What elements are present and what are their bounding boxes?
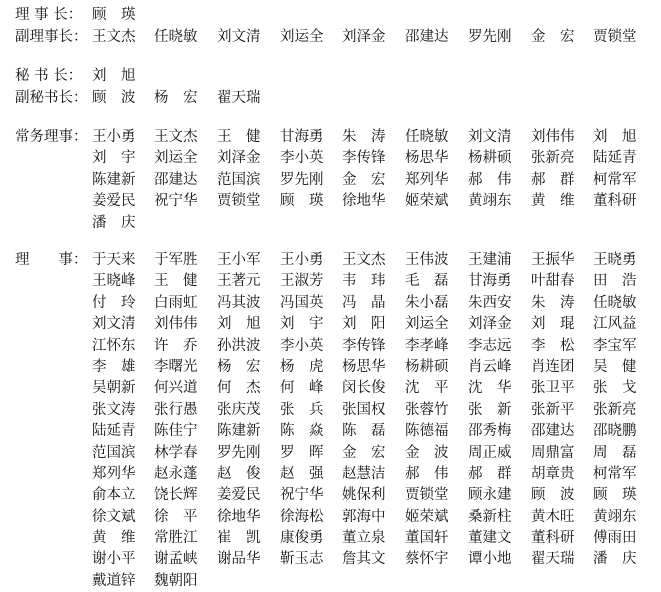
member-name: 朱 涛 <box>531 294 575 311</box>
member-name: 冯 晶 <box>342 294 386 311</box>
member-name: 杨思华 <box>405 150 449 167</box>
member-name: 金 宏 <box>531 29 575 45</box>
member-name: 刘文清 <box>468 129 512 145</box>
member-name: 王文杰 <box>342 252 386 268</box>
member-name: 邵建达 <box>531 423 575 440</box>
member-name: 郑列华 <box>405 171 449 188</box>
name-row <box>0 357 661 378</box>
section-vice-chairman <box>0 27 661 48</box>
member-name: 金 波 <box>405 444 449 461</box>
member-name: 戴道锌 <box>92 572 136 589</box>
member-name: 王伟波 <box>405 252 449 268</box>
member-name: 沈 华 <box>468 380 512 397</box>
name-row <box>0 293 661 314</box>
member-name: 翟天瑞 <box>531 551 575 568</box>
name-row <box>0 378 661 399</box>
member-name: 金 宏 <box>342 171 386 188</box>
member-name: 董科研 <box>531 530 575 547</box>
member-name: 邵秀梅 <box>468 423 512 440</box>
member-name: 王 健 <box>217 129 261 145</box>
member-name: 郑列华 <box>92 465 136 482</box>
name-row <box>0 213 661 234</box>
member-name: 李 松 <box>531 337 575 354</box>
section-chairman <box>0 5 661 26</box>
member-name: 陈德福 <box>405 423 449 440</box>
member-name: 潘 庆 <box>92 214 136 231</box>
member-name: 李小英 <box>280 150 324 167</box>
section-label: 理 事： <box>15 252 88 268</box>
member-name: 王淑芳 <box>280 273 324 290</box>
member-name: 罗先刚 <box>280 171 324 188</box>
name-row <box>0 88 661 109</box>
member-name: 徐地华 <box>217 508 261 525</box>
section-label: 常务理事： <box>15 129 88 145</box>
member-name: 姚保利 <box>342 487 386 504</box>
section-deputy-secretary-general <box>0 88 661 109</box>
member-name: 任晓敏 <box>154 29 198 45</box>
member-name: 张 新 <box>468 401 512 418</box>
member-name: 张卫平 <box>531 380 575 397</box>
member-name: 王小勇 <box>92 129 136 145</box>
name-row <box>0 148 661 169</box>
member-name: 董国轩 <box>405 530 449 547</box>
member-name: 张庆茂 <box>217 401 261 418</box>
member-name: 黄木旺 <box>531 508 575 525</box>
section-label: 秘 书 长： <box>15 68 83 84</box>
member-name: 饶长辉 <box>154 487 198 504</box>
member-name: 王振华 <box>531 252 575 268</box>
name-row <box>0 485 661 506</box>
name-row <box>0 528 661 549</box>
member-name: 李 雄 <box>92 358 136 375</box>
member-name: 徐地华 <box>342 193 386 210</box>
member-name: 刘运全 <box>405 316 449 333</box>
member-name: 何 杰 <box>217 380 261 397</box>
member-name: 田 浩 <box>593 273 637 290</box>
member-name: 刘伟伟 <box>154 316 198 333</box>
member-name: 王晓峰 <box>92 273 136 290</box>
member-name: 翟天瑞 <box>217 90 261 106</box>
name-row <box>0 571 661 592</box>
member-name: 任晓敏 <box>593 294 637 311</box>
member-name: 赵永蓬 <box>154 465 198 482</box>
member-name: 顾 瑛 <box>92 7 136 23</box>
member-name: 黄 维 <box>92 530 136 547</box>
member-name: 顾 瑛 <box>593 487 637 504</box>
member-name: 甘海勇 <box>280 129 324 145</box>
member-name: 朱小磊 <box>405 294 449 311</box>
member-name: 杨思华 <box>342 358 386 375</box>
member-name: 赵 俊 <box>217 465 261 482</box>
member-name: 顾永建 <box>468 487 512 504</box>
member-name: 刘 旭 <box>92 68 136 84</box>
member-name: 顾 波 <box>531 487 575 504</box>
name-row <box>0 400 661 421</box>
member-name: 张新平 <box>531 401 575 418</box>
member-name: 江风益 <box>593 316 637 333</box>
member-name: 傅雨田 <box>593 530 637 547</box>
member-name: 贾锁堂 <box>405 487 449 504</box>
member-name: 刘 宇 <box>92 150 136 167</box>
member-name: 叶甜春 <box>531 273 575 290</box>
member-name: 张蓉竹 <box>405 401 449 418</box>
member-name: 贾锁堂 <box>593 29 637 45</box>
member-name: 陈建新 <box>92 171 136 188</box>
member-name: 杨 宏 <box>154 90 198 106</box>
member-name: 张 戈 <box>593 380 637 397</box>
member-name: 付 玲 <box>92 294 136 311</box>
member-name: 靳玉志 <box>280 551 324 568</box>
member-name: 罗 晖 <box>280 444 324 461</box>
member-name: 刘泽金 <box>342 29 386 45</box>
member-name: 郝 群 <box>468 465 512 482</box>
name-row <box>0 250 661 271</box>
member-name: 潘 庆 <box>593 551 637 568</box>
member-name: 于天来 <box>92 252 136 268</box>
member-name: 桑新柱 <box>468 508 512 525</box>
member-name: 陈 焱 <box>280 423 324 440</box>
member-name: 李宝军 <box>593 337 637 354</box>
member-name: 崔 凯 <box>217 530 261 547</box>
name-row <box>0 66 661 87</box>
member-name: 邵建达 <box>405 29 449 45</box>
member-name: 王著元 <box>217 273 261 290</box>
section-label: 副秘书长： <box>15 90 88 106</box>
member-name: 周鼎富 <box>531 444 575 461</box>
member-name: 陈佳宁 <box>154 423 198 440</box>
name-row <box>0 271 661 292</box>
member-name: 刘 宇 <box>280 316 324 333</box>
member-name: 周正威 <box>468 444 512 461</box>
member-name: 顾 瑛 <box>280 193 324 210</box>
member-name: 贾锁堂 <box>217 193 261 210</box>
member-name: 谭小地 <box>468 551 512 568</box>
member-name: 郝 伟 <box>405 465 449 482</box>
name-row <box>0 336 661 357</box>
member-name: 韦 玮 <box>342 273 386 290</box>
member-name: 赵 强 <box>280 465 324 482</box>
member-name: 李孝峰 <box>405 337 449 354</box>
member-name: 杨耕硕 <box>405 358 449 375</box>
member-name: 顾 波 <box>92 90 136 106</box>
member-name: 林学春 <box>154 444 198 461</box>
member-name: 刘 旭 <box>593 129 637 145</box>
member-name: 陆延青 <box>92 423 136 440</box>
member-name: 郝 伟 <box>468 171 512 188</box>
member-name: 赵慧洁 <box>342 465 386 482</box>
member-name: 郝 群 <box>531 171 575 188</box>
member-name: 祝宁华 <box>280 487 324 504</box>
section-standing-directors <box>0 127 661 234</box>
member-name: 江怀东 <box>92 337 136 354</box>
member-name: 胡章贵 <box>531 465 575 482</box>
member-name: 甘海勇 <box>468 273 512 290</box>
member-name: 范国滨 <box>217 171 261 188</box>
member-name: 李小英 <box>280 337 324 354</box>
member-name: 陈建新 <box>217 423 261 440</box>
name-row <box>0 464 661 485</box>
member-name: 肖连团 <box>531 358 575 375</box>
member-name: 徐 平 <box>154 508 198 525</box>
member-name: 柯常军 <box>593 465 637 482</box>
name-row <box>0 5 661 26</box>
member-name: 徐海松 <box>280 508 324 525</box>
member-name: 董立泉 <box>342 530 386 547</box>
member-name: 柯常军 <box>593 171 637 188</box>
member-name: 沈 平 <box>405 380 449 397</box>
member-name: 王建浦 <box>468 252 512 268</box>
member-name: 康俊勇 <box>280 530 324 547</box>
member-name: 王晓勇 <box>593 252 637 268</box>
member-name: 黄 维 <box>531 193 575 210</box>
member-name: 俞本立 <box>92 487 136 504</box>
member-name: 张新亮 <box>531 150 575 167</box>
member-name: 罗先刚 <box>468 29 512 45</box>
member-name: 张国权 <box>342 401 386 418</box>
member-name: 杨 宏 <box>217 358 261 375</box>
member-name: 詹其文 <box>342 551 386 568</box>
member-name: 刘 旭 <box>217 316 261 333</box>
member-name: 刘泽金 <box>217 150 261 167</box>
name-row <box>0 443 661 464</box>
member-name: 于军胜 <box>154 252 198 268</box>
member-name: 黄翊东 <box>593 508 637 525</box>
member-name: 姜爱民 <box>92 193 136 210</box>
member-name: 刘伟伟 <box>531 129 575 145</box>
member-name: 张文涛 <box>92 401 136 418</box>
name-row <box>0 170 661 191</box>
member-name: 姬荣斌 <box>405 508 449 525</box>
name-row <box>0 314 661 335</box>
section-label: 副理事长： <box>15 29 88 45</box>
member-name: 李曙光 <box>154 358 198 375</box>
member-name: 罗先刚 <box>217 444 261 461</box>
member-name: 姜爱民 <box>217 487 261 504</box>
member-name: 闵长俊 <box>342 380 386 397</box>
member-name: 谢小平 <box>92 551 136 568</box>
member-name: 常胜江 <box>154 530 198 547</box>
member-name: 白雨虹 <box>154 294 198 311</box>
member-name: 王文杰 <box>92 29 136 45</box>
name-row <box>0 27 661 48</box>
member-name: 刘 琨 <box>531 316 575 333</box>
member-name: 李传锋 <box>342 337 386 354</box>
member-name: 张新亮 <box>593 401 637 418</box>
member-name: 陈 磊 <box>342 423 386 440</box>
member-name: 吴朝新 <box>92 380 136 397</box>
section-secretary-general <box>0 66 661 87</box>
member-name: 魏朝阳 <box>154 572 198 589</box>
section-label: 理 事 长： <box>15 7 83 23</box>
member-name: 谢品华 <box>217 551 261 568</box>
member-name: 刘文清 <box>92 316 136 333</box>
member-name: 刘泽金 <box>468 316 512 333</box>
member-name: 刘运全 <box>154 150 198 167</box>
member-name: 吴 健 <box>593 358 637 375</box>
member-name: 董建文 <box>468 530 512 547</box>
member-name: 王小军 <box>217 252 261 268</box>
member-name: 郭海中 <box>342 508 386 525</box>
member-name: 邵晓鹏 <box>593 423 637 440</box>
member-name: 何兴道 <box>154 380 198 397</box>
member-name: 董科研 <box>593 193 637 210</box>
member-name: 朱 涛 <box>342 129 386 145</box>
name-row <box>0 127 661 148</box>
member-name: 周 磊 <box>593 444 637 461</box>
name-row <box>0 549 661 570</box>
member-name: 姬荣斌 <box>405 193 449 210</box>
member-name: 谢孟峡 <box>154 551 198 568</box>
member-name: 蔡怀宇 <box>405 551 449 568</box>
member-name: 金 宏 <box>342 444 386 461</box>
section-directors <box>0 250 661 592</box>
member-name: 杨 虎 <box>280 358 324 375</box>
member-name: 朱西安 <box>468 294 512 311</box>
member-name: 王小勇 <box>280 252 324 268</box>
member-name: 祝宁华 <box>154 193 198 210</box>
name-row <box>0 191 661 212</box>
name-row <box>0 421 661 442</box>
member-name: 冯国英 <box>280 294 324 311</box>
member-name: 邵建达 <box>154 171 198 188</box>
member-name: 张行愚 <box>154 401 198 418</box>
member-name: 李传锋 <box>342 150 386 167</box>
member-name: 刘文清 <box>217 29 261 45</box>
member-name: 孙洪波 <box>217 337 261 354</box>
member-name: 刘运全 <box>280 29 324 45</box>
member-name: 范国滨 <box>92 444 136 461</box>
member-name: 肖云峰 <box>468 358 512 375</box>
member-name: 王 健 <box>154 273 198 290</box>
member-name: 何 峰 <box>280 380 324 397</box>
member-name: 徐文斌 <box>92 508 136 525</box>
member-name: 冯其波 <box>217 294 261 311</box>
member-name: 陆延青 <box>593 150 637 167</box>
member-name: 毛 磊 <box>405 273 449 290</box>
member-name: 杨耕硕 <box>468 150 512 167</box>
member-name: 李志远 <box>468 337 512 354</box>
member-name: 王文杰 <box>154 129 198 145</box>
member-name: 张 兵 <box>280 401 324 418</box>
member-name: 许 乔 <box>154 337 198 354</box>
member-name: 任晓敏 <box>405 129 449 145</box>
name-row <box>0 507 661 528</box>
member-name: 刘 阳 <box>342 316 386 333</box>
member-name: 黄翊东 <box>468 193 512 210</box>
